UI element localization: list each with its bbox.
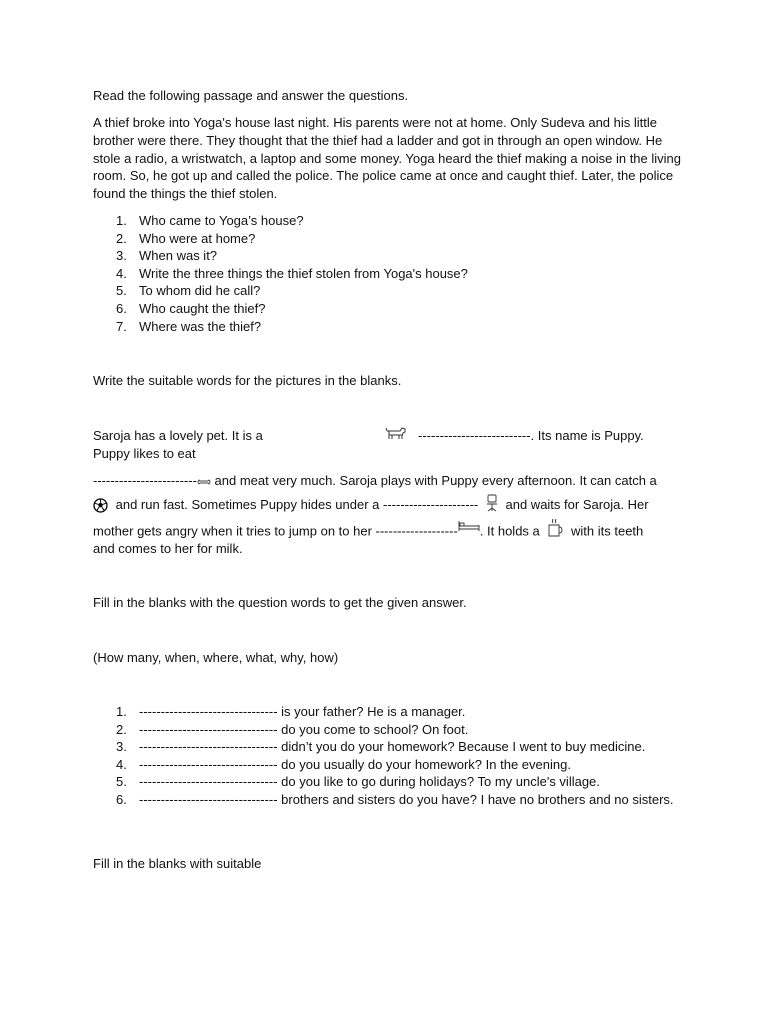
cup-icon: [547, 518, 563, 538]
list-item: 3. When was it?: [116, 248, 218, 264]
question-word-items: [93, 703, 713, 809]
list-item: 2. -------------------------------- do you come to school? On foot.: [116, 721, 469, 737]
list-item: 6. -------------------------------- brothers and sisters do you have? I have no brothers and no sisters.: [116, 791, 674, 807]
comprehension-questions: [93, 212, 693, 335]
passage: A thief broke into Yoga's house last night. His parents were not at home. Only Sudeva and his little brother were there. They thought that the thief had a ladder and got in through an open window. He stole a radio, a wristwatch, a laptop and some money. Yoga heard the thief making a noise in the living room. So, he got up and called the police. The police came at once and caught thief. Later, the police found the things the thief stolen.: [93, 115, 682, 202]
picture-line-1: Saroja has a lovely pet. It is a --------------------------. Its name is Puppy.: [93, 427, 693, 445]
picture-line-2: Puppy likes to eat: [93, 446, 196, 461]
section3-instruction: Fill in the blanks with the question words to get the given answer.: [93, 595, 467, 610]
list-item: 2. Who were at home?: [116, 230, 256, 246]
list-item: 5. -------------------------------- do you like to go during holidays? To my uncle's village.: [116, 774, 600, 790]
section4-instruction: Fill in the blanks with suitable: [93, 856, 262, 871]
list-item: 7. Where was the thief?: [116, 318, 262, 334]
picture-line-5: mother gets angry when it tries to jump on to her ------------------- . It holds a with its teeth: [93, 522, 693, 540]
ball-icon: [93, 498, 108, 513]
list-item: 4. -------------------------------- do you usually do your homework? In the evening.: [116, 756, 571, 772]
picture-line-4: and run fast. Sometimes Puppy hides under a ---------------------- and waits for Saroja. Her: [93, 496, 693, 514]
list-item: 1. -------------------------------- is your father? He is a manager.: [116, 704, 466, 719]
dog-icon: [385, 425, 407, 441]
picture-line-6: and comes to her for milk.: [93, 541, 243, 556]
list-item: 1. Who came to Yoga’s house?: [116, 213, 304, 228]
picture-line-3: ------------------------ and meat very much. Saroja plays with Puppy every afternoon. It can catch a: [93, 473, 657, 488]
bed-icon: [458, 520, 480, 532]
bone-icon: [197, 478, 211, 486]
section1-instruction: Read the following passage and answer the questions.: [93, 88, 409, 103]
section2-instruction: Write the suitable words for the pictures in the blanks.: [93, 373, 402, 388]
question-word-options: (How many, when, where, what, why, how): [93, 650, 339, 665]
list-item: 4. Write the three things the thief stolen from Yoga's house?: [116, 265, 468, 281]
list-item: 3. -------------------------------- didn’t you do your homework? Because I went to buy medicine.: [116, 739, 646, 755]
chair-icon: [485, 494, 499, 512]
list-item: 6. Who caught the thief?: [116, 300, 266, 316]
list-item: 5. To whom did he call?: [116, 283, 261, 299]
